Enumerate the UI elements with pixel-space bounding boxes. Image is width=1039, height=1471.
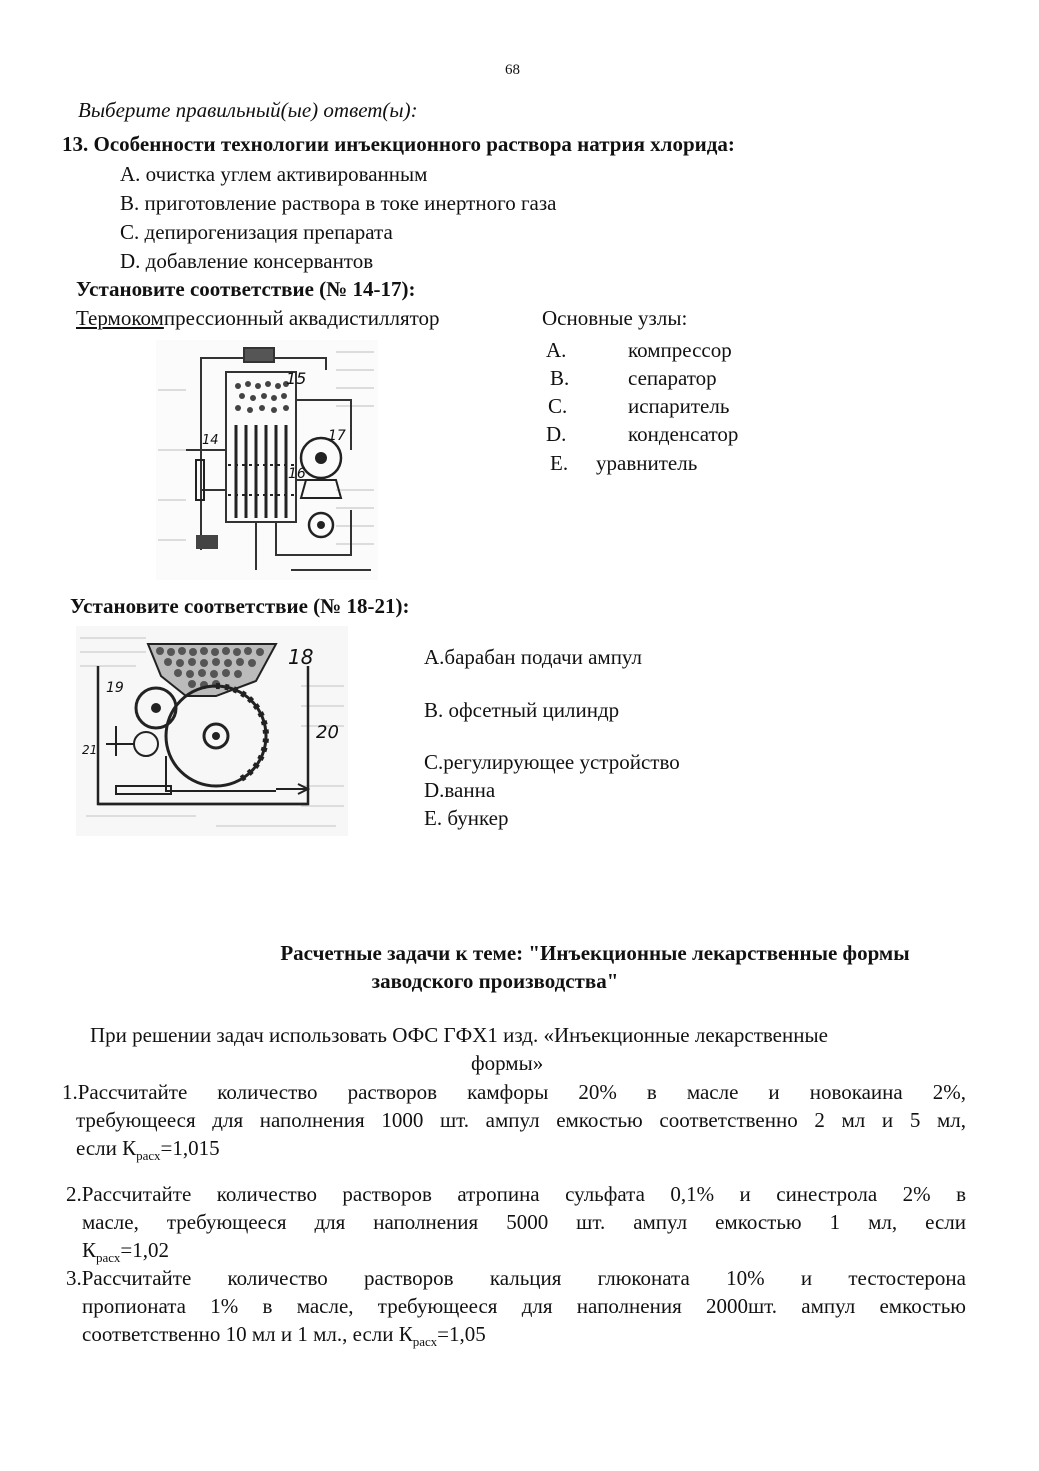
distiller-diagram <box>156 340 378 580</box>
machine-label-19: 19 <box>106 680 124 696</box>
distiller-label-15: 15 <box>286 369 307 388</box>
task-2-line3-text: К <box>82 1238 97 1262</box>
q13-option-b: B. приготовление раствора в токе инертного газа <box>120 191 557 215</box>
ampoule-machine-diagram <box>76 626 348 836</box>
unit-text-a: компрессор <box>628 338 732 362</box>
task-1-line3 <box>62 1134 966 1170</box>
tasks-title-line1: Расчетные задачи к теме: "Инъекционные лекарственные формы <box>280 941 910 965</box>
task-2 <box>66 1180 966 1272</box>
question-13-title: 13. Особенности технологии инъекционного раствора натрия хлорида: <box>62 132 735 156</box>
task-1-line1: 1.Рассчитайте количество растворов камфоры 20% в масле и новокаина 2%, <box>62 1080 966 1104</box>
machine-label-21: 21 <box>82 743 98 757</box>
device-name-rest: прессионный аквадистиллятор <box>163 306 440 330</box>
task-2-line1: 2.Рассчитайте количество растворов атропина сульфата 0,1% и синестрола 2% в <box>66 1182 966 1206</box>
machine-label-20: 20 <box>316 722 339 743</box>
task-3 <box>66 1264 966 1356</box>
page-number: 68 <box>505 62 520 78</box>
unit-text-b: сепаратор <box>628 366 717 390</box>
device-name-underlined: Термоком <box>76 306 164 330</box>
task-2-line2: масле, требующееся для наполнения 5000 шт. ампул емкостью 1 мл, если <box>82 1210 966 1234</box>
task-3-line1: 3.Рассчитайте количество растворов кальция глюконата 10% и тестостерона <box>66 1266 966 1290</box>
task-1-subscript: расх <box>136 1148 161 1164</box>
units-title: Основные узлы: <box>542 306 688 330</box>
tasks-title-line2: заводского производства" <box>371 969 619 993</box>
task-1-line3-text: если К <box>76 1136 137 1160</box>
match2-item-d: D.ванна <box>424 778 496 802</box>
match2-item-e: E. бункер <box>424 806 509 830</box>
task-3-line3 <box>66 1320 966 1356</box>
unit-text-c: испаритель <box>628 394 730 418</box>
task-3-line3-value: =1,05 <box>437 1322 486 1346</box>
match-18-21-heading: Установите соответствие (№ 18-21): <box>70 594 410 618</box>
task-1 <box>62 1078 966 1170</box>
unit-letter-b: B. <box>550 366 570 390</box>
task-1-line2: требующееся для наполнения 1000 шт. ампул емкостью соответственно 2 мл и 5 мл, <box>76 1108 966 1132</box>
distiller-label-14: 14 <box>202 433 219 448</box>
unit-letter-e: E. <box>550 451 569 475</box>
distiller-label-16: 16 <box>288 466 306 482</box>
task-3-subscript: расх <box>412 1334 438 1350</box>
tasks-note-line1: При решении задач использовать ОФС ГФХ1 изд. «Инъекционные лекарственные <box>90 1023 828 1047</box>
q13-option-c: C. депирогенизация препарата <box>120 220 393 244</box>
match-14-17-heading: Установите соответствие (№ 14-17): <box>76 277 416 301</box>
task-3-line3-text: соответственно 10 мл и 1 мл., если К <box>82 1322 413 1346</box>
instruction-text: Выберите правильный(ые) ответ(ы): <box>78 98 418 122</box>
device-name <box>76 306 440 331</box>
unit-text-d: конденсатор <box>628 422 739 446</box>
task-3-line2: пропионата 1% в масле, требующееся для наполнения 2000шт. ампул емкостью <box>82 1294 966 1318</box>
machine-label-18: 18 <box>288 645 314 669</box>
tasks-note-line2: формы» <box>471 1051 544 1075</box>
distiller-label-17: 17 <box>328 428 346 444</box>
q13-option-a: A. очистка углем активированным <box>120 162 428 186</box>
task-2-subscript: расх <box>96 1250 121 1266</box>
unit-letter-a: A. <box>546 338 567 362</box>
unit-letter-d: D. <box>546 422 567 446</box>
task-1-line3-value: =1,015 <box>160 1136 220 1160</box>
match2-item-b: B. офсетный цилиндр <box>424 698 620 722</box>
match2-item-c: C.регулирующее устройство <box>424 750 680 774</box>
unit-letter-c: C. <box>548 394 568 418</box>
task-2-line3-value: =1,02 <box>120 1238 169 1262</box>
match2-item-a: A.барабан подачи ампул <box>424 645 642 669</box>
q13-option-d: D. добавление консервантов <box>120 249 374 273</box>
unit-text-e: уравнитель <box>596 451 698 475</box>
